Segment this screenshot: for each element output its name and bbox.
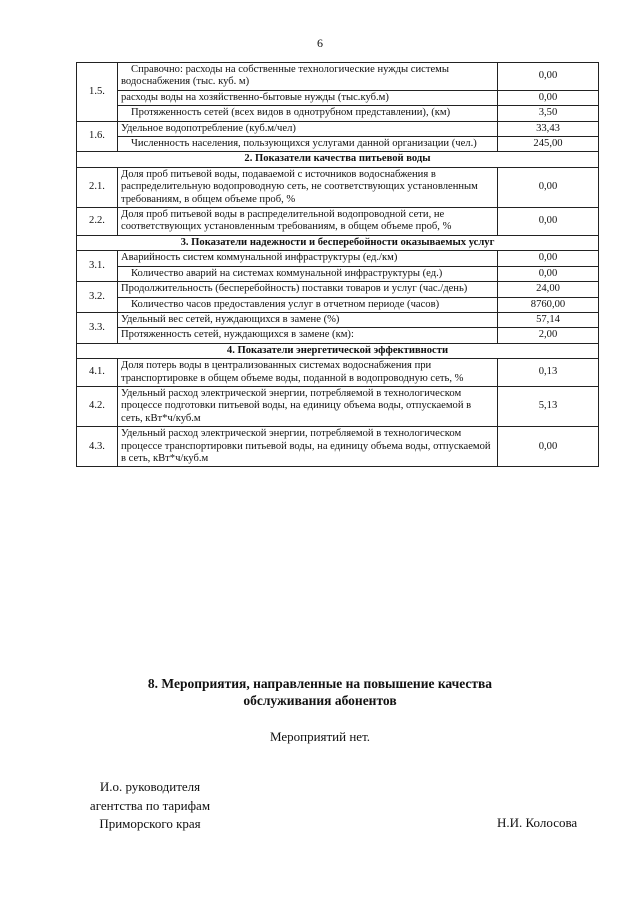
table-row [77, 312, 599, 327]
indicator-name: расходы воды на хозяйственно-бытовые нужды (тыс.куб.м) [118, 90, 498, 105]
no-measures-text: Мероприятий нет. [269, 729, 371, 744]
table-row [77, 359, 599, 387]
indicator-value: 2,00 [498, 328, 599, 343]
indicator-value: 0,13 [498, 359, 599, 387]
indicator-value: 0,00 [498, 90, 599, 105]
indicator-name: Удельный вес сетей, нуждающихся в замене (%) [118, 312, 498, 327]
row-number: 1.5. [77, 63, 118, 122]
row-number: 3.1. [77, 251, 118, 282]
indicator-name: Численность населения, пользующихся услугами данной организации (чел.) [118, 137, 498, 152]
indicator-name: Количество часов предоставления услуг в отчетном периоде (часов) [118, 297, 498, 312]
table-row [77, 121, 599, 136]
row-number: 3.2. [77, 282, 118, 313]
indicator-value: 0,00 [498, 167, 599, 207]
signature-position-line-3: Приморского края [99, 816, 201, 831]
indicator-value: 0,00 [498, 266, 599, 281]
table-row [77, 106, 599, 121]
row-number: 4.1. [77, 359, 118, 387]
row-number: 3.3. [77, 312, 118, 343]
row-number: 4.2. [77, 386, 118, 426]
page-number: 6 [317, 36, 323, 50]
table-row [77, 328, 599, 343]
row-number: 2.1. [77, 167, 118, 207]
table-row [77, 90, 599, 105]
table-row [77, 63, 599, 91]
indicator-value: 3,50 [498, 106, 599, 121]
indicator-name: Справочно: расходы на собственные технологические нужды системы водоснабжения (тыс. куб. м) [118, 63, 498, 91]
row-number: 2.2. [77, 208, 118, 236]
indicator-value: 245,00 [498, 137, 599, 152]
signatory-name: Н.И. Колосова [497, 815, 578, 830]
indicator-name: Количество аварий на системах коммунальной инфраструктуры (ед.) [118, 266, 498, 281]
indicator-name: Доля потерь воды в централизованных системах водоснабжения при транспортировке в общем объеме воды, поданной в водопроводную сеть, % [118, 359, 498, 387]
signature-block [60, 778, 240, 834]
indicators-table [76, 62, 599, 467]
indicator-value: 0,00 [498, 63, 599, 91]
indicator-name: Продолжительность (бесперебойность) поставки товаров и услуг (час./день) [118, 282, 498, 297]
row-number: 1.6. [77, 121, 118, 152]
table-row [77, 137, 599, 152]
indicator-value: 0,00 [498, 251, 599, 266]
indicator-name: Аварийность систем коммунальной инфраструктуры (ед./км) [118, 251, 498, 266]
indicator-name: Протяженность сетей, нуждающихся в замене (км): [118, 328, 498, 343]
table-row [77, 386, 599, 426]
section-header-row [77, 343, 599, 358]
indicator-name: Удельный расход электрической энергии, потребляемой в технологическом процессе транспортировки питьевой воды, на единицу объема воды, отпускаемой в сеть, кВт*ч/куб.м [118, 427, 498, 467]
row-number: 4.3. [77, 427, 118, 467]
indicator-value: 33,43 [498, 121, 599, 136]
section-8-title-line-2: обслуживания абонентов [243, 693, 397, 708]
indicator-name: Протяженность сетей (всех видов в однотрубном представлении), (км) [118, 106, 498, 121]
indicator-value: 0,00 [498, 427, 599, 467]
indicator-value: 5,13 [498, 386, 599, 426]
section-header: 4. Показатели энергетической эффективности [77, 343, 599, 358]
section-header: 2. Показатели качества питьевой воды [77, 152, 599, 167]
indicator-value: 8760,00 [498, 297, 599, 312]
indicator-value: 24,00 [498, 282, 599, 297]
indicator-name: Удельный расход электрической энергии, потребляемой в технологическом процессе подготовки питьевой воды, на единицу объема воды, отпускаемой в сеть, кВт*ч/куб.м [118, 386, 498, 426]
section-8-title [0, 675, 640, 709]
table-row [77, 427, 599, 467]
section-header-row [77, 235, 599, 250]
table-row [77, 251, 599, 266]
indicator-value: 57,14 [498, 312, 599, 327]
table-row [77, 282, 599, 297]
indicator-name: Доля проб питьевой воды в распределительной водопроводной сети, не соответствующих установленным требованиям, в общем объеме проб, % [118, 208, 498, 236]
signature-position-line-2: агентства по тарифам [89, 797, 211, 813]
section-8-title-line-1: 8. Мероприятия, направленные на повышение качества [147, 676, 493, 691]
section-header: 3. Показатели надежности и бесперебойности оказываемых услуг [77, 235, 599, 250]
indicator-value: 0,00 [498, 208, 599, 236]
table-row [77, 208, 599, 236]
indicator-name: Доля проб питьевой воды, подаваемой с источников водоснабжения в распределительную водопроводную сеть, не соответствующих установленным требованиям, в общем объеме проб, % [118, 167, 498, 207]
table-row [77, 167, 599, 207]
signature-position-line-1: И.о. руководителя [99, 779, 201, 794]
section-header-row [77, 152, 599, 167]
table-row [77, 266, 599, 281]
indicator-name: Удельное водопотребление (куб.м/чел) [118, 121, 498, 136]
table-row [77, 297, 599, 312]
